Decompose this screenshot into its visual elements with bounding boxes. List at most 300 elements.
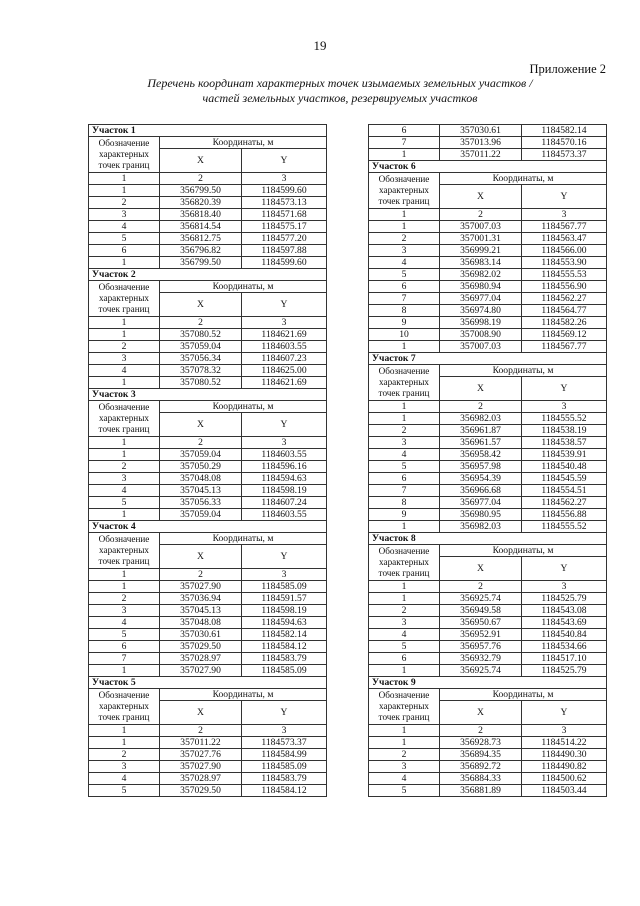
table-row — [89, 665, 327, 677]
x-coordinate: 356982.02 — [440, 269, 522, 281]
point-number: 1 — [369, 593, 440, 605]
table-row — [369, 281, 607, 293]
x-coordinate: 357029.50 — [160, 641, 242, 653]
table-row — [369, 437, 607, 449]
y-coordinate: 1184582.14 — [242, 629, 327, 641]
y-header: Y — [522, 557, 607, 581]
column-number-row — [369, 581, 607, 593]
table-row — [369, 425, 607, 437]
table-row — [89, 593, 327, 605]
point-number: 3 — [89, 761, 160, 773]
designation-line: Обозначение — [98, 282, 150, 292]
point-number: 4 — [89, 485, 160, 497]
parcel-title-row — [369, 677, 607, 689]
column-number: 3 — [242, 437, 327, 449]
column-number: 2 — [160, 437, 242, 449]
table-row — [369, 653, 607, 665]
parcel-title-row — [369, 353, 607, 365]
point-number: 2 — [369, 749, 440, 761]
x-coordinate: 357001.31 — [440, 233, 522, 245]
y-coordinate: 1184543.69 — [522, 617, 607, 629]
designation-header — [369, 365, 440, 401]
parcel-title: Участок 1 — [89, 125, 327, 137]
x-coordinate: 357048.08 — [160, 617, 242, 629]
table-header-row — [89, 281, 327, 293]
y-coordinate: 1184570.16 — [522, 137, 607, 149]
x-coordinate: 357029.50 — [160, 785, 242, 797]
table-row — [369, 629, 607, 641]
coordinates-header: Координаты, м — [160, 689, 327, 701]
y-coordinate: 1184597.88 — [242, 245, 327, 257]
column-number: 3 — [242, 317, 327, 329]
x-coordinate: 356925.74 — [440, 593, 522, 605]
y-coordinate: 1184583.79 — [242, 773, 327, 785]
x-coordinate: 356952.91 — [440, 629, 522, 641]
parcel-title: Участок 2 — [89, 269, 327, 281]
y-coordinate: 1184607.24 — [242, 497, 327, 509]
point-number: 5 — [369, 461, 440, 473]
x-coordinate: 356799.50 — [160, 257, 242, 269]
designation-line: Обозначение — [378, 366, 430, 376]
table-row — [369, 485, 607, 497]
point-number: 1 — [89, 581, 160, 593]
designation-header — [89, 533, 160, 569]
point-number: 1 — [89, 665, 160, 677]
table-row — [369, 413, 607, 425]
x-coordinate: 357059.04 — [160, 449, 242, 461]
coordinates-header: Координаты, м — [160, 281, 327, 293]
y-header: Y — [242, 413, 327, 437]
table-row — [89, 509, 327, 521]
table-header-row — [369, 173, 607, 185]
coordinates-header: Координаты, м — [440, 173, 607, 185]
x-coordinate: 357080.52 — [160, 329, 242, 341]
point-number: 2 — [89, 593, 160, 605]
x-coordinate: 356957.98 — [440, 461, 522, 473]
x-coordinate: 357011.22 — [440, 149, 522, 161]
column-number: 2 — [160, 569, 242, 581]
designation-line: характерных — [99, 701, 149, 711]
table-row — [369, 293, 607, 305]
x-coordinate: 357050.29 — [160, 461, 242, 473]
x-coordinate: 357030.61 — [440, 125, 522, 137]
point-number: 1 — [369, 149, 440, 161]
y-coordinate: 1184596.16 — [242, 461, 327, 473]
x-coordinate: 356884.33 — [440, 773, 522, 785]
designation-line: точек границ — [378, 712, 430, 722]
table-row — [369, 269, 607, 281]
title-line-1: Перечень координат характерных точек изымаемых земельных участков / — [147, 76, 533, 90]
y-coordinate: 1184569.12 — [522, 329, 607, 341]
x-coordinate: 356982.03 — [440, 521, 522, 533]
title-line-2: частей земельных участков, резервируемых участков — [202, 91, 478, 105]
x-header: X — [160, 545, 242, 569]
y-coordinate: 1184584.99 — [242, 749, 327, 761]
y-coordinate: 1184585.09 — [242, 665, 327, 677]
parcel-title: Участок 7 — [369, 353, 607, 365]
designation-line: характерных — [99, 293, 149, 303]
point-number: 5 — [369, 269, 440, 281]
x-coordinate: 356796.82 — [160, 245, 242, 257]
point-number: 1 — [89, 329, 160, 341]
x-coordinate: 356977.04 — [440, 497, 522, 509]
y-coordinate: 1184517.10 — [522, 653, 607, 665]
table-row — [89, 641, 327, 653]
table-row — [369, 605, 607, 617]
y-coordinate: 1184503.44 — [522, 785, 607, 797]
point-number: 4 — [369, 773, 440, 785]
table-row — [89, 617, 327, 629]
point-number: 9 — [369, 509, 440, 521]
column-number: 2 — [160, 317, 242, 329]
column-number-row — [89, 569, 327, 581]
y-coordinate: 1184543.08 — [522, 605, 607, 617]
coordinates-header: Координаты, м — [160, 401, 327, 413]
x-coordinate: 357013.96 — [440, 137, 522, 149]
x-coordinate: 356932.79 — [440, 653, 522, 665]
x-header: X — [160, 293, 242, 317]
table-row — [369, 461, 607, 473]
table-row — [89, 377, 327, 389]
column-number: 1 — [369, 725, 440, 737]
x-coordinate: 357059.04 — [160, 341, 242, 353]
coordinates-header: Координаты, м — [440, 365, 607, 377]
table-row — [89, 785, 327, 797]
point-number: 4 — [369, 257, 440, 269]
table-row — [369, 593, 607, 605]
column-number: 3 — [522, 725, 607, 737]
point-number: 1 — [89, 377, 160, 389]
y-coordinate: 1184534.66 — [522, 641, 607, 653]
table-row — [369, 665, 607, 677]
y-coordinate: 1184514.22 — [522, 737, 607, 749]
table-row — [369, 137, 607, 149]
y-coordinate: 1184500.62 — [522, 773, 607, 785]
y-header: Y — [242, 545, 327, 569]
point-number: 2 — [89, 341, 160, 353]
y-coordinate: 1184621.69 — [242, 377, 327, 389]
y-coordinate: 1184538.57 — [522, 437, 607, 449]
x-coordinate: 357027.90 — [160, 665, 242, 677]
point-number: 1 — [89, 257, 160, 269]
page-number: 19 — [313, 38, 327, 53]
point-number: 1 — [89, 449, 160, 461]
point-number: 6 — [369, 125, 440, 137]
y-coordinate: 1184573.37 — [522, 149, 607, 161]
y-coordinate: 1184540.84 — [522, 629, 607, 641]
table-row — [369, 317, 607, 329]
y-coordinate: 1184540.48 — [522, 461, 607, 473]
parcel-title: Участок 3 — [89, 389, 327, 401]
coordinates-header: Координаты, м — [440, 545, 607, 557]
x-header: X — [440, 701, 522, 725]
table-header-row — [369, 365, 607, 377]
y-coordinate: 1184567.77 — [522, 221, 607, 233]
y-coordinate: 1184556.90 — [522, 281, 607, 293]
point-number: 5 — [369, 785, 440, 797]
y-coordinate: 1184566.00 — [522, 245, 607, 257]
x-coordinate: 356818.40 — [160, 209, 242, 221]
appendix-label: Приложение 2 — [529, 62, 606, 76]
column-number-row — [89, 317, 327, 329]
point-number: 5 — [369, 641, 440, 653]
table-row — [89, 209, 327, 221]
x-coordinate: 357028.97 — [160, 653, 242, 665]
table-header-row — [89, 689, 327, 701]
table-row — [369, 449, 607, 461]
y-coordinate: 1184525.79 — [522, 593, 607, 605]
y-coordinate: 1184554.51 — [522, 485, 607, 497]
point-number: 1 — [89, 509, 160, 521]
point-number: 1 — [89, 737, 160, 749]
x-coordinate: 356820.39 — [160, 197, 242, 209]
column-number: 1 — [89, 437, 160, 449]
y-coordinate: 1184573.37 — [242, 737, 327, 749]
point-number: 1 — [369, 341, 440, 353]
y-header: Y — [242, 701, 327, 725]
point-number: 1 — [369, 665, 440, 677]
table-row — [369, 785, 607, 797]
table-row — [369, 125, 607, 137]
point-number: 2 — [89, 749, 160, 761]
column-number: 2 — [440, 401, 522, 413]
point-number: 2 — [369, 605, 440, 617]
x-coordinate: 357027.76 — [160, 749, 242, 761]
point-number: 1 — [369, 221, 440, 233]
y-coordinate: 1184583.79 — [242, 653, 327, 665]
x-coordinate: 357056.34 — [160, 353, 242, 365]
point-number: 2 — [369, 233, 440, 245]
designation-line: Обозначение — [98, 534, 150, 544]
y-coordinate: 1184584.12 — [242, 641, 327, 653]
y-coordinate: 1184555.52 — [522, 413, 607, 425]
x-coordinate: 356812.75 — [160, 233, 242, 245]
x-header: X — [160, 701, 242, 725]
table-row — [89, 341, 327, 353]
table-row — [89, 581, 327, 593]
point-number: 6 — [89, 245, 160, 257]
designation-line: точек границ — [378, 568, 430, 578]
column-number-row — [369, 725, 607, 737]
y-coordinate: 1184555.52 — [522, 521, 607, 533]
x-coordinate: 356982.03 — [440, 413, 522, 425]
y-coordinate: 1184562.27 — [522, 497, 607, 509]
x-coordinate: 357048.08 — [160, 473, 242, 485]
x-coordinate: 357030.61 — [160, 629, 242, 641]
y-coordinate: 1184598.19 — [242, 605, 327, 617]
column-number: 1 — [89, 725, 160, 737]
table-row — [369, 617, 607, 629]
table-row — [89, 245, 327, 257]
designation-line: Обозначение — [98, 402, 150, 412]
designation-line: Обозначение — [378, 690, 430, 700]
point-number: 6 — [89, 641, 160, 653]
designation-line: характерных — [99, 413, 149, 423]
y-header: Y — [242, 293, 327, 317]
y-coordinate: 1184607.23 — [242, 353, 327, 365]
column-number: 1 — [89, 317, 160, 329]
point-number: 5 — [89, 629, 160, 641]
y-coordinate: 1184599.60 — [242, 257, 327, 269]
designation-line: точек границ — [378, 388, 430, 398]
parcel-title: Участок 9 — [369, 677, 607, 689]
x-coordinate: 357028.97 — [160, 773, 242, 785]
table-row — [89, 185, 327, 197]
parcel-title: Участок 5 — [89, 677, 327, 689]
coordinates-header: Координаты, м — [160, 533, 327, 545]
y-coordinate: 1184585.09 — [242, 581, 327, 593]
designation-line: точек границ — [98, 712, 150, 722]
x-coordinate: 356999.21 — [440, 245, 522, 257]
column-number: 3 — [242, 173, 327, 185]
designation-header — [89, 689, 160, 725]
designation-line: характерных — [99, 545, 149, 555]
y-coordinate: 1184573.13 — [242, 197, 327, 209]
x-coordinate: 357036.94 — [160, 593, 242, 605]
designation-header — [89, 137, 160, 173]
table-row — [89, 629, 327, 641]
point-number: 3 — [89, 209, 160, 221]
point-number: 4 — [89, 221, 160, 233]
designation-line: характерных — [379, 185, 429, 195]
table-row — [369, 473, 607, 485]
designation-line: Обозначение — [98, 138, 150, 148]
x-coordinate: 357078.32 — [160, 365, 242, 377]
parcel-title-row — [89, 521, 327, 533]
y-coordinate: 1184585.09 — [242, 761, 327, 773]
parcel-title-row — [89, 677, 327, 689]
x-coordinate: 356950.67 — [440, 617, 522, 629]
x-coordinate: 357007.03 — [440, 341, 522, 353]
table-row — [89, 761, 327, 773]
y-header: Y — [522, 701, 607, 725]
table-row — [89, 449, 327, 461]
column-number: 1 — [369, 581, 440, 593]
column-number: 2 — [440, 209, 522, 221]
table-row — [369, 257, 607, 269]
column-number: 2 — [160, 173, 242, 185]
x-coordinate: 356928.73 — [440, 737, 522, 749]
table-row — [369, 521, 607, 533]
point-number: 2 — [369, 425, 440, 437]
column-number: 3 — [522, 401, 607, 413]
y-coordinate: 1184545.59 — [522, 473, 607, 485]
x-coordinate: 356961.87 — [440, 425, 522, 437]
y-coordinate: 1184525.79 — [522, 665, 607, 677]
x-coordinate: 357045.13 — [160, 605, 242, 617]
point-number: 9 — [369, 317, 440, 329]
y-coordinate: 1184603.55 — [242, 341, 327, 353]
point-number: 7 — [369, 137, 440, 149]
y-coordinate: 1184598.19 — [242, 485, 327, 497]
table-row — [89, 365, 327, 377]
table-header-row — [89, 137, 327, 149]
table-row — [89, 233, 327, 245]
designation-header — [369, 173, 440, 209]
x-coordinate: 356958.42 — [440, 449, 522, 461]
point-number: 1 — [369, 737, 440, 749]
x-coordinate: 356974.80 — [440, 305, 522, 317]
y-coordinate: 1184538.19 — [522, 425, 607, 437]
x-coordinate: 357007.03 — [440, 221, 522, 233]
point-number: 7 — [89, 653, 160, 665]
x-coordinate: 356925.74 — [440, 665, 522, 677]
designation-header — [369, 689, 440, 725]
table-row — [89, 329, 327, 341]
table-row — [369, 773, 607, 785]
table-row — [89, 257, 327, 269]
point-number: 3 — [89, 605, 160, 617]
y-coordinate: 1184594.63 — [242, 473, 327, 485]
designation-line: характерных — [379, 701, 429, 711]
column-number: 1 — [89, 569, 160, 581]
column-number-row — [369, 401, 607, 413]
x-coordinate: 356980.95 — [440, 509, 522, 521]
table-row — [369, 737, 607, 749]
column-number: 3 — [522, 209, 607, 221]
y-coordinate: 1184625.00 — [242, 365, 327, 377]
designation-header — [89, 401, 160, 437]
y-coordinate: 1184539.91 — [522, 449, 607, 461]
table-row — [89, 737, 327, 749]
table-row — [89, 605, 327, 617]
parcel-title-row — [89, 389, 327, 401]
x-coordinate: 356954.39 — [440, 473, 522, 485]
x-coordinate: 357027.90 — [160, 761, 242, 773]
table-row — [89, 353, 327, 365]
table-row — [369, 329, 607, 341]
designation-header — [369, 545, 440, 581]
x-coordinate: 356961.57 — [440, 437, 522, 449]
y-coordinate: 1184621.69 — [242, 329, 327, 341]
x-header: X — [440, 557, 522, 581]
table-header-row — [369, 689, 607, 701]
point-number: 2 — [89, 461, 160, 473]
y-coordinate: 1184599.60 — [242, 185, 327, 197]
y-coordinate: 1184603.55 — [242, 449, 327, 461]
table-row — [369, 149, 607, 161]
designation-line: Обозначение — [98, 690, 150, 700]
y-header: Y — [522, 185, 607, 209]
table-header-row — [369, 545, 607, 557]
y-coordinate: 1184553.90 — [522, 257, 607, 269]
x-coordinate: 356977.04 — [440, 293, 522, 305]
point-number: 3 — [89, 473, 160, 485]
designation-line: Обозначение — [378, 546, 430, 556]
x-coordinate: 357027.90 — [160, 581, 242, 593]
x-coordinate: 356799.50 — [160, 185, 242, 197]
point-number: 7 — [369, 485, 440, 497]
table-row — [369, 509, 607, 521]
table-row — [369, 641, 607, 653]
right-column — [368, 124, 606, 797]
table-row — [89, 221, 327, 233]
table-row — [89, 197, 327, 209]
y-coordinate: 1184562.27 — [522, 293, 607, 305]
x-coordinate: 356814.54 — [160, 221, 242, 233]
y-coordinate: 1184575.17 — [242, 221, 327, 233]
point-number: 1 — [89, 185, 160, 197]
table-row — [89, 485, 327, 497]
table-row — [89, 653, 327, 665]
x-coordinate: 356949.58 — [440, 605, 522, 617]
point-number: 6 — [369, 473, 440, 485]
x-coordinate: 357008.90 — [440, 329, 522, 341]
designation-line: точек границ — [98, 304, 150, 314]
designation-line: характерных — [379, 557, 429, 567]
x-header: X — [440, 377, 522, 401]
x-header: X — [160, 149, 242, 173]
